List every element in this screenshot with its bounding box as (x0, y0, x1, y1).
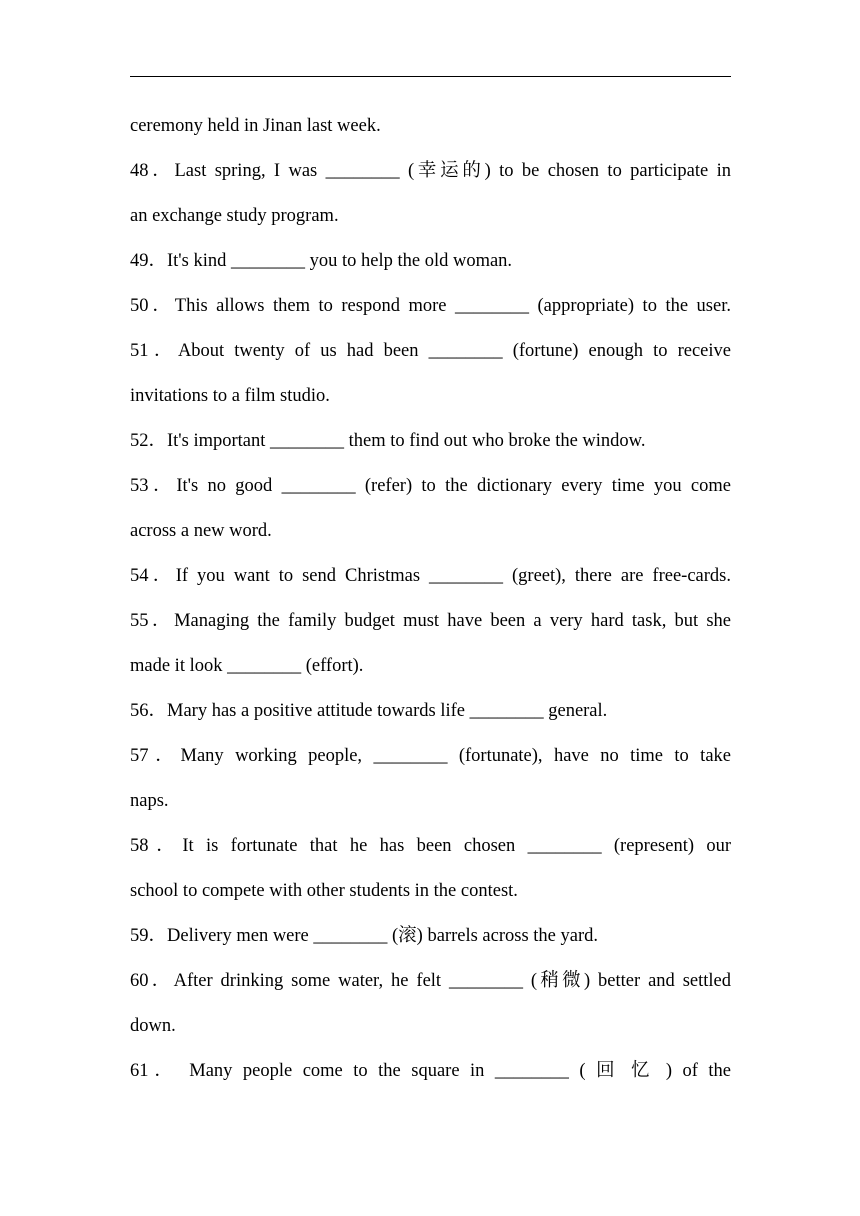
question-52: 52．It's important ________ them to find out who broke the window. (130, 431, 646, 451)
question-54: 54．If you want to send Christmas ________ (greet), there are free-cards. (130, 566, 731, 586)
question-48-line-1: 48．Last spring, I was ________ (幸运的) to be chosen to participate in (130, 161, 731, 181)
text-line: ceremony held in Jinan last week. (130, 116, 381, 136)
question-60-line-2: down. (130, 1016, 176, 1036)
question-48-line-2: an exchange study program. (130, 206, 339, 226)
question-57-line-2: naps. (130, 791, 169, 811)
question-49: 49．It's kind ________ you to help the old woman. (130, 251, 513, 271)
question-59: 59．Delivery men were ________ (滚) barrels across the yard. (130, 926, 599, 946)
header-rule (130, 76, 731, 77)
question-51-line-2: invitations to a film studio. (130, 386, 330, 406)
question-50: 50．This allows them to respond more ________ (appropriate) to the user. (130, 296, 731, 316)
question-55-line-2: made it look ________ (effort). (130, 656, 364, 676)
question-57-line-1: 57．Many working people, ________ (fortunate), have no time to take (130, 746, 731, 766)
question-53-line-2: across a new word. (130, 521, 272, 541)
question-51-line-1: 51．About twenty of us had been ________ (fortune) enough to receive (130, 341, 731, 361)
question-58-line-1: 58．It is fortunate that he has been chosen ________ (represent) our (130, 836, 731, 856)
question-53-line-1: 53．It's no good ________ (refer) to the dictionary every time you come (130, 476, 731, 496)
question-58-line-2: school to compete with other students in the contest. (130, 881, 518, 901)
question-61-line-1: 61． Many people come to the square in ________ ( 回 忆 ) of the (130, 1061, 731, 1081)
question-55-line-1: 55．Managing the family budget must have been a very hard task, but she (130, 611, 731, 631)
exercise-text (130, 104, 731, 1094)
question-60-line-1: 60．After drinking some water, he felt ________ (稍微) better and settled (130, 971, 731, 991)
question-56: 56．Mary has a positive attitude towards life ________ general. (130, 701, 608, 721)
